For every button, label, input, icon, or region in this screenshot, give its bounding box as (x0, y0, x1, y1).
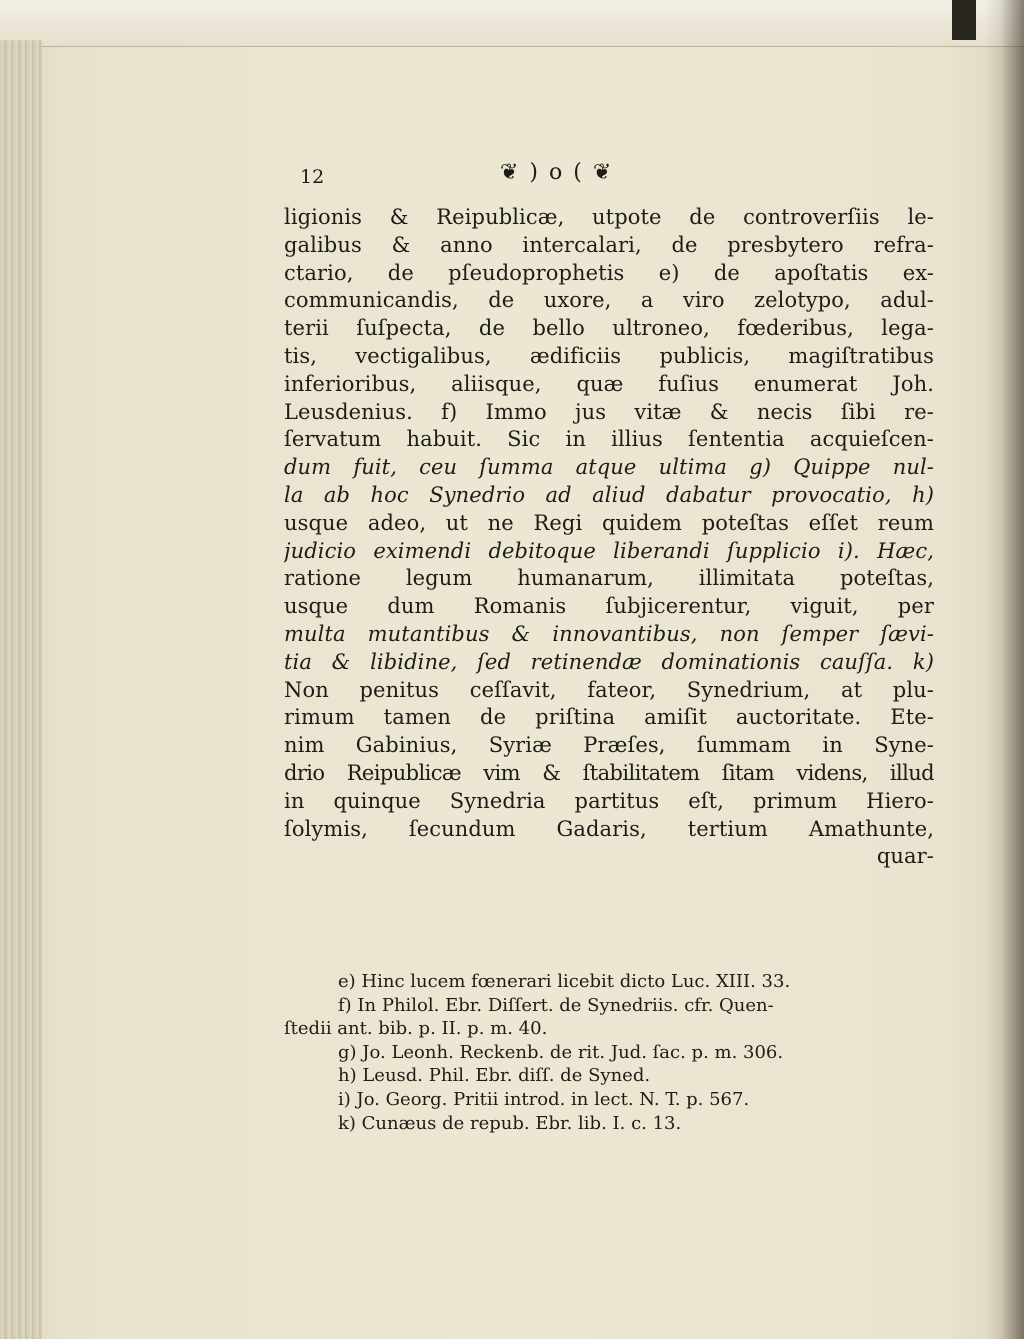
text-line: usque adeo, ut ne Regi quidem poteſtas eſſet reum (284, 510, 934, 535)
text-line: ratione legum humanarum, illimitata poteſtas, (284, 566, 934, 591)
text-line: communicandis, de uxore, a viro zelotypo, adul- (284, 288, 934, 313)
text-line: in quinque Synedria partitus eſt, primum Hiero- (284, 788, 934, 813)
text-line: Leusdenius. f) Immo jus vitæ & necis ſibi re- (284, 399, 934, 424)
footnotes (284, 970, 934, 1135)
bookmark-ribbon (952, 0, 976, 40)
footnote: i) Jo. Georg. Pritii introd. in lect. N. T. p. 567. (338, 1088, 750, 1110)
body-text (284, 204, 934, 871)
footnote: f) In Philol. Ebr. Diſſert. de Synedriis. cfr. Quen- (338, 994, 774, 1016)
text-line: usque dum Romanis ſubjicerentur, viguit, per (284, 594, 934, 619)
text-line: dum fuit, ceu ſumma atque ultima g) Quippe nul- (284, 455, 934, 480)
book-gutter (0, 40, 42, 1339)
page-edge-shadow (984, 0, 1024, 1339)
page-number: 12 (300, 166, 325, 188)
text-line: ſervatum habuit. Sic in illius ſententia acquieſcen- (284, 427, 934, 452)
text-line: Non penitus ceſſavit, fateor, Synedrium, at plu- (284, 677, 934, 702)
catchword: quar- (876, 844, 934, 869)
text-line: ligionis & Reipublicæ, utpote de controverſiis le- (284, 205, 934, 229)
text-line: nim Gabinius, Syriæ Præſes, ſummam in Syne- (284, 733, 934, 758)
text-line: tis, vectigalibus, ædificiis publicis, magiſtratibus (284, 343, 934, 368)
text-line: ſolymis, ſecundum Gadaris, tertium Amathunte, (284, 816, 934, 841)
text-line: la ab hoc Synedrio ad aliud dabatur provocatio, h) (284, 482, 934, 507)
text-line: drio Reipublicæ vim & ſtabilitatem ſitam videns, illud (284, 760, 934, 785)
header-ornament: ❦ ) o ( ❦ (500, 160, 614, 185)
footnote: h) Leusd. Phil. Ebr. diſſ. de Syned. (338, 1065, 651, 1087)
text-line: tia & libidine, ſed retinendæ dominationis cauſſa. k) (284, 649, 934, 674)
footnote: g) Jo. Leonh. Reckenb. de rit. Jud. ſac. p. m. 306. (338, 1041, 784, 1063)
text-line: inferioribus, aliisque, quæ fuſius enumerat Joh. (284, 371, 934, 396)
footnote: k) Cunæus de repub. Ebr. lib. I. c. 13. (338, 1112, 682, 1134)
text-line: multa mutantibus & innovantibus, non ſemper ſævi- (284, 621, 934, 646)
text-line: terii ſuſpecta, de bello ultroneo, fœderibus, lega- (284, 316, 934, 341)
text-line: ctario, de pſeudoprophetis e) de apoſtatis ex- (284, 260, 934, 285)
text-line: judicio eximendi debitoque liberandi ſupplicio i). Hæc, (284, 538, 934, 563)
footnote: e) Hinc lucem fœnerari licebit dicto Luc. XIII. 33. (338, 971, 791, 992)
text-line: galibus & anno intercalari, de presbytero refra- (284, 232, 934, 257)
text-line: rimum tamen de priſtina amiſit auctoritate. Ete- (284, 705, 934, 730)
footnote: ſtedii ant. bib. p. II. p. m. 40. (284, 1018, 548, 1040)
scan-top-edge (0, 0, 1024, 47)
